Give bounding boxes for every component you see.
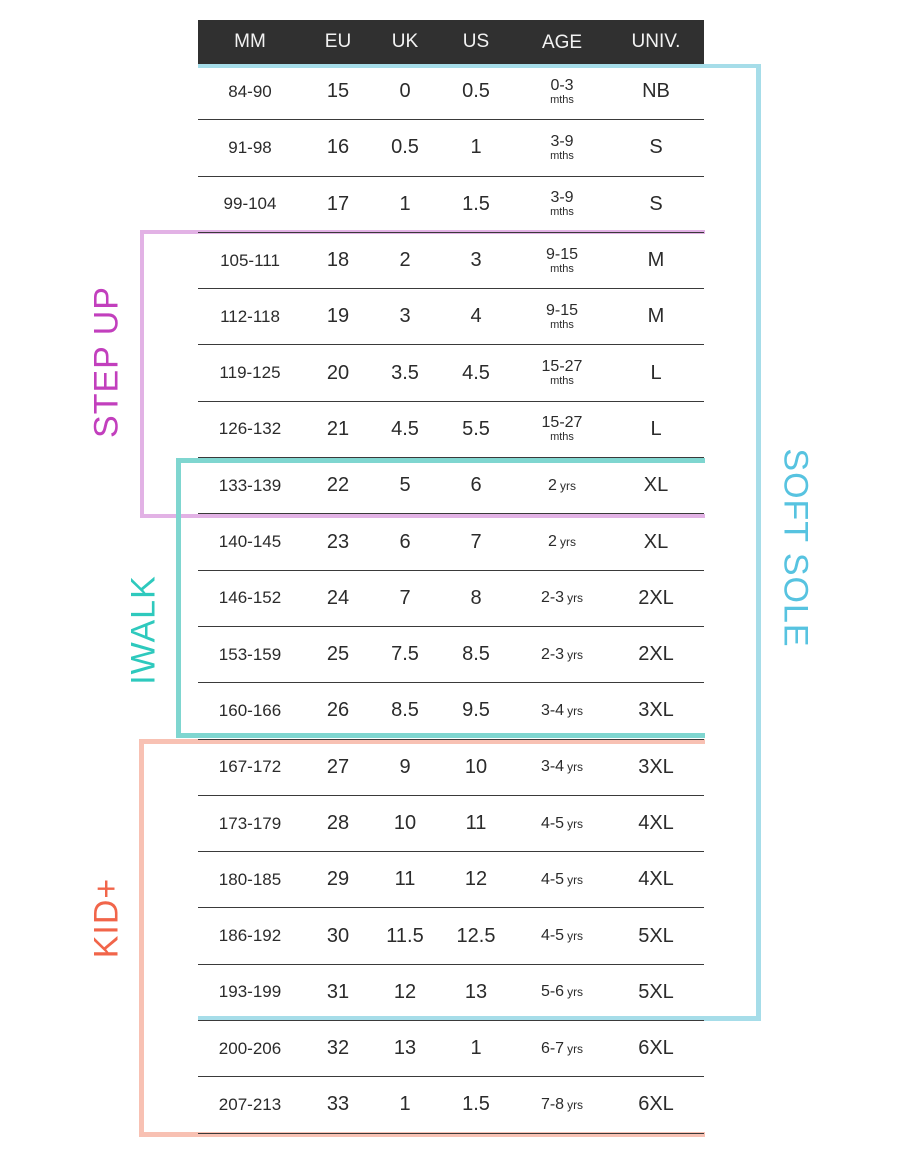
- age-unit: mths: [550, 318, 574, 331]
- age-unit: yrs: [567, 929, 584, 944]
- age-value: 4-5: [540, 927, 565, 945]
- table-row: [198, 683, 704, 739]
- age-unit: mths: [550, 431, 574, 444]
- us-cell: 13: [464, 980, 488, 1003]
- age-cell: [516, 647, 608, 663]
- age-cell: [516, 590, 608, 606]
- mm-cell: 146-152: [218, 588, 282, 608]
- age-value: 4-5: [540, 870, 565, 888]
- table-row: [198, 233, 704, 289]
- uk-cell: 2: [399, 249, 411, 272]
- uk-cell: 3: [399, 305, 411, 328]
- age-unit: yrs: [567, 1097, 584, 1112]
- us-cell: 4.5: [462, 361, 490, 384]
- univ-cell: 6XL: [638, 1037, 674, 1060]
- age-value: 5-6: [540, 983, 565, 1001]
- header-univ: UNIV.: [631, 31, 681, 52]
- age-unit: yrs: [567, 703, 584, 718]
- mm-cell: 173-179: [218, 813, 282, 833]
- mm-cell: 126-132: [218, 419, 282, 439]
- age-value: 3-4: [540, 758, 565, 776]
- age-value: 2-3: [540, 645, 565, 663]
- eu-cell: 19: [326, 305, 350, 328]
- univ-cell: 5XL: [638, 980, 674, 1003]
- age-cell: [516, 1041, 608, 1057]
- uk-cell: 7.5: [391, 643, 419, 666]
- uk-cell: 3.5: [391, 361, 419, 384]
- eu-cell: 25: [326, 643, 350, 666]
- uk-cell: 6: [399, 530, 411, 553]
- eu-cell: 33: [326, 1093, 350, 1116]
- table-row: [198, 571, 704, 627]
- mm-cell: 91-98: [228, 137, 272, 157]
- table-row: [198, 965, 704, 1021]
- us-cell: 11: [465, 812, 487, 834]
- table-header: [198, 20, 704, 64]
- age-unit: mths: [550, 149, 574, 162]
- header-age: AGE: [541, 31, 583, 53]
- table-row: [198, 740, 704, 796]
- table-row: [198, 1077, 704, 1133]
- eu-cell: 21: [326, 417, 350, 440]
- age-cell: [516, 78, 608, 106]
- table-row: [198, 177, 704, 233]
- uk-cell: 1: [399, 192, 411, 215]
- eu-cell: 28: [326, 812, 350, 834]
- univ-cell: M: [647, 305, 665, 328]
- age-cell: [516, 1097, 608, 1113]
- table-row: [198, 458, 704, 514]
- mm-cell: 186-192: [218, 926, 282, 946]
- age-unit: yrs: [567, 985, 584, 1000]
- mm-cell: 119-125: [219, 363, 281, 383]
- header-us: US: [462, 31, 490, 52]
- age-unit: yrs: [567, 760, 584, 775]
- uk-cell: 1: [399, 1093, 411, 1116]
- univ-cell: 4XL: [638, 812, 674, 834]
- age-unit: yrs: [559, 478, 576, 493]
- age-value: 4-5: [540, 814, 565, 832]
- mm-cell: 193-199: [218, 982, 282, 1002]
- eu-cell: 27: [326, 755, 350, 778]
- age-cell: [516, 872, 608, 888]
- table-row: [198, 514, 704, 570]
- age-unit: yrs: [567, 872, 584, 887]
- age-unit: yrs: [567, 591, 584, 606]
- us-cell: 1: [470, 136, 482, 159]
- age-cell: [516, 984, 608, 1000]
- eu-cell: 20: [326, 361, 350, 384]
- eu-cell: 24: [326, 586, 350, 609]
- age-cell: [516, 190, 608, 218]
- age-cell: [516, 359, 608, 387]
- age-value: 15-27: [541, 414, 583, 432]
- iwalk-label: IWALK: [124, 575, 163, 685]
- uk-cell: 10: [393, 812, 417, 834]
- univ-cell: 2XL: [638, 586, 674, 609]
- eu-cell: 29: [326, 868, 350, 891]
- table-row: [198, 1021, 704, 1077]
- univ-cell: S: [649, 136, 663, 159]
- age-unit: yrs: [567, 816, 584, 831]
- mm-cell: 167-172: [218, 757, 282, 777]
- eu-cell: 32: [326, 1037, 350, 1060]
- soft-sole-label: SOFT SOLE: [776, 448, 815, 648]
- age-value: 15-27: [541, 358, 583, 376]
- age-cell: [516, 303, 608, 331]
- table-row: [198, 289, 704, 345]
- age-unit: yrs: [567, 1041, 584, 1056]
- header-uk: UK: [391, 31, 419, 52]
- mm-cell: 105-111: [220, 250, 280, 270]
- univ-cell: L: [650, 417, 662, 440]
- age-cell: [516, 415, 608, 443]
- us-cell: 9.5: [462, 699, 490, 722]
- age-unit: mths: [550, 375, 574, 388]
- uk-cell: 0.5: [391, 136, 419, 159]
- us-cell: 1: [470, 1037, 482, 1060]
- step-up-label: STEP UP: [87, 286, 126, 438]
- us-cell: 8: [470, 586, 482, 609]
- table-row: [198, 908, 704, 964]
- table-row: [198, 796, 704, 852]
- header-eu: EU: [324, 31, 352, 52]
- uk-cell: 11: [394, 868, 416, 891]
- size-chart-table: [198, 20, 704, 1134]
- us-cell: 6: [470, 474, 482, 497]
- eu-cell: 26: [326, 699, 350, 722]
- mm-cell: 153-159: [218, 644, 282, 664]
- header-mm: MM: [234, 31, 266, 52]
- age-cell: [516, 478, 608, 494]
- age-cell: [516, 928, 608, 944]
- uk-cell: 13: [393, 1037, 417, 1060]
- uk-cell: 7: [399, 586, 411, 609]
- univ-cell: 3XL: [638, 699, 674, 722]
- us-cell: 12.5: [456, 924, 496, 947]
- uk-cell: 5: [399, 474, 411, 497]
- mm-cell: 112-118: [220, 306, 280, 326]
- eu-cell: 15: [326, 80, 350, 103]
- univ-cell: NB: [642, 80, 670, 103]
- table-row: [198, 64, 704, 120]
- age-value: 6-7: [540, 1039, 565, 1057]
- eu-cell: 23: [326, 530, 350, 553]
- uk-cell: 8.5: [391, 699, 419, 722]
- age-cell: [516, 134, 608, 162]
- uk-cell: 0: [399, 80, 411, 103]
- univ-cell: S: [649, 192, 663, 215]
- us-cell: 8.5: [462, 643, 490, 666]
- univ-cell: 4XL: [638, 868, 674, 891]
- mm-cell: 207-213: [218, 1094, 282, 1114]
- us-cell: 1.5: [462, 1093, 490, 1116]
- kid-plus-label: KID+: [87, 877, 126, 959]
- mm-cell: 160-166: [218, 700, 282, 720]
- mm-cell: 200-206: [218, 1038, 282, 1058]
- us-cell: 5.5: [462, 417, 490, 440]
- age-cell: [516, 247, 608, 275]
- univ-cell: XL: [643, 474, 669, 497]
- eu-cell: 16: [326, 136, 350, 159]
- mm-cell: 84-90: [228, 81, 272, 101]
- age-unit: mths: [550, 206, 574, 219]
- us-cell: 10: [464, 755, 488, 778]
- eu-cell: 22: [326, 474, 350, 497]
- age-unit: mths: [550, 262, 574, 275]
- univ-cell: XL: [643, 530, 669, 553]
- us-cell: 0.5: [462, 80, 490, 103]
- age-value: 2: [548, 476, 557, 494]
- eu-cell: 31: [326, 980, 350, 1003]
- us-cell: 1.5: [462, 192, 490, 215]
- age-value: 3-4: [540, 701, 565, 719]
- age-value: 0-3: [550, 76, 574, 94]
- mm-cell: 140-145: [218, 532, 282, 552]
- age-value: 2: [548, 533, 557, 551]
- age-cell: [516, 534, 608, 550]
- mm-cell: 180-185: [218, 869, 282, 889]
- table-row: [198, 627, 704, 683]
- mm-cell: 133-139: [218, 475, 282, 495]
- age-cell: [516, 759, 608, 775]
- univ-cell: M: [647, 249, 665, 272]
- age-value: 9-15: [545, 245, 579, 263]
- univ-cell: 5XL: [638, 924, 674, 947]
- univ-cell: 6XL: [638, 1093, 674, 1116]
- table-row: [198, 852, 704, 908]
- age-unit: yrs: [559, 535, 576, 550]
- uk-cell: 12: [393, 980, 417, 1003]
- uk-cell: 9: [399, 755, 411, 778]
- table-row: [198, 402, 704, 458]
- age-unit: yrs: [567, 647, 584, 662]
- uk-cell: 11.5: [386, 924, 424, 947]
- us-cell: 7: [470, 530, 482, 553]
- age-value: 3-9: [550, 132, 574, 150]
- us-cell: 4: [470, 305, 482, 328]
- age-value: 7-8: [540, 1095, 565, 1113]
- age-cell: [516, 816, 608, 832]
- uk-cell: 4.5: [391, 417, 419, 440]
- age-cell: [516, 703, 608, 719]
- age-unit: mths: [550, 93, 574, 106]
- eu-cell: 17: [326, 192, 350, 215]
- univ-cell: 3XL: [638, 755, 674, 778]
- us-cell: 3: [470, 249, 482, 272]
- table-row: [198, 345, 704, 401]
- univ-cell: 2XL: [638, 643, 674, 666]
- age-value: 9-15: [545, 301, 579, 319]
- us-cell: 12: [464, 868, 488, 891]
- table-body: [198, 64, 704, 1134]
- eu-cell: 18: [326, 249, 350, 272]
- age-value: 2-3: [540, 589, 565, 607]
- eu-cell: 30: [326, 924, 350, 947]
- table-row: [198, 120, 704, 176]
- univ-cell: L: [650, 361, 662, 384]
- mm-cell: 99-104: [223, 194, 277, 214]
- age-value: 3-9: [550, 189, 574, 207]
